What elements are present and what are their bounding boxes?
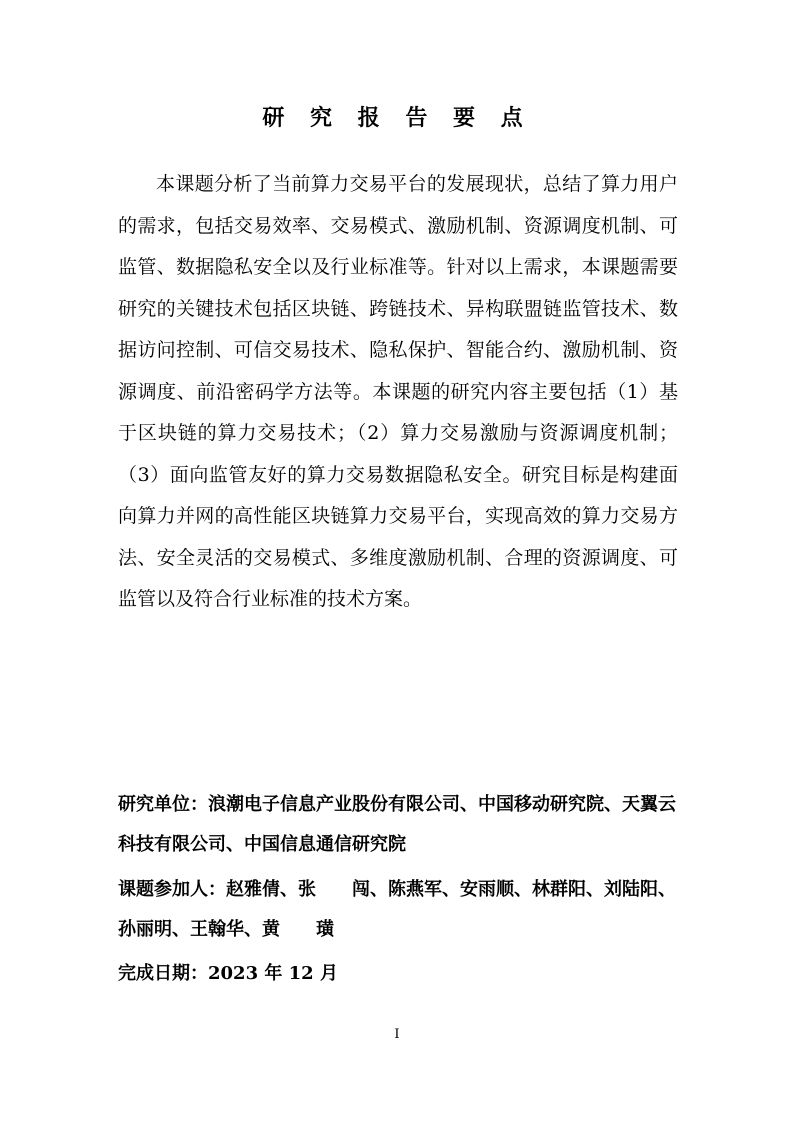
participants bbox=[118, 870, 678, 950]
completion-date-value: 2023 年 12 月 bbox=[208, 963, 338, 984]
participants-label: 课题参加人： bbox=[118, 879, 226, 900]
page-title: 研 究 报 告 要 点 bbox=[262, 105, 532, 131]
research-unit-label: 研究单位： bbox=[118, 794, 208, 815]
page-number: I bbox=[394, 1027, 400, 1042]
completion-date bbox=[118, 954, 678, 994]
participants-value: 赵雅倩、张 闯、陈燕军、安雨顺、林群阳、刘陆阳、孙丽明、王翰华、黄 璜 bbox=[118, 879, 676, 940]
research-unit bbox=[118, 785, 678, 865]
completion-date-label: 完成日期： bbox=[118, 963, 208, 984]
abstract-paragraph: 本课题分析了当前算力交易平台的发展现状，总结了算力用户的需求，包括交易效率、交易模式、激励机制、资源调度机制、可监管、数据隐私安全以及行业标准等。针对以上需求，本课题需要研究的关键技术包括区块链、跨链技术、异构联盟链监管技术、数据访问控制、可信交易技术、隐私保护、智能合约、激励机制、资源调度、前沿密码学方法等。本课题的研究内容主要包括（1）基于区块链的算力交易技术；（2）算力交易激励与资源调度机制；（3）面向监管友好的算力交易数据隐私安全。研究目标是构建面向算力并网的高性能区块链算力交易平台，实现高效的算力交易方法、安全灵活的交易模式、多维度激励机制、合理的资源调度、可监管以及符合行业标准的技术方案。 bbox=[118, 173, 678, 610]
research-unit-value: 浪潮电子信息产业股份有限公司、中国移动研究院、天翼云科技有限公司、中国信息通信研究院 bbox=[118, 794, 676, 855]
